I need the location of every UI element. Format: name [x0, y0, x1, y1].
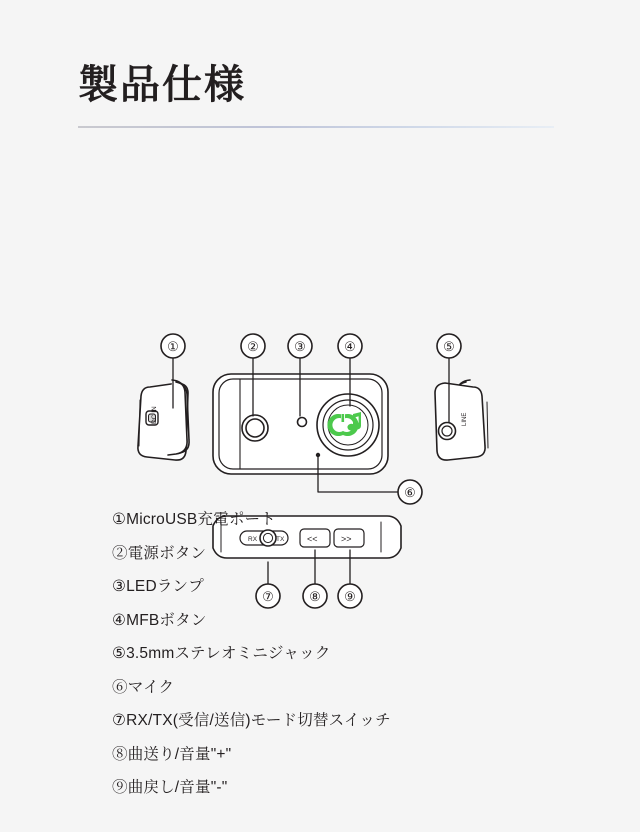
- device-left-side-view: [138, 380, 189, 460]
- callout-6: [398, 480, 422, 504]
- label-next-button: >>: [341, 534, 352, 544]
- svg-text:⑦: ⑦: [262, 589, 274, 604]
- page-title: 製品仕様: [78, 63, 246, 107]
- list-item: ①MicroUSB充電ポート: [112, 511, 276, 528]
- spec-list: [112, 512, 572, 814]
- list-item: ⑨曲戻し/音量"-": [112, 779, 228, 796]
- label-tx: TX: [276, 536, 285, 543]
- label-line-out: LINE: [462, 412, 468, 426]
- svg-text:⑤: ⑤: [443, 339, 455, 354]
- label-rx: RX: [248, 536, 258, 543]
- callout-5: [437, 334, 461, 358]
- list-item: ⑧曲送り/音量"+": [112, 745, 232, 763]
- label-dc-in: DC IN: [151, 406, 158, 424]
- list-item: ②電源ボタン: [112, 544, 207, 562]
- svg-text:⑨: ⑨: [344, 589, 356, 604]
- svg-text:⑧: ⑧: [309, 589, 321, 604]
- svg-text:①: ①: [167, 339, 179, 354]
- title-divider: [78, 126, 554, 128]
- list-item: ⑤3.5mmステレオミニジャック: [112, 645, 331, 662]
- callout-1: [161, 334, 185, 358]
- list-item: ③LEDランプ: [112, 578, 204, 595]
- svg-text:④: ④: [344, 339, 356, 354]
- label-prev-button: <<: [307, 534, 318, 544]
- svg-text:②: ②: [247, 339, 259, 354]
- list-item: ④MFBボタン: [112, 611, 207, 629]
- callout-3: [288, 334, 312, 358]
- list-item: ⑦RX/TX(受信/送信)モード切替スイッチ: [112, 712, 391, 729]
- callout-2: [241, 334, 265, 358]
- svg-text:⑥: ⑥: [404, 485, 416, 500]
- svg-text:③: ③: [294, 339, 306, 354]
- callout-4: [338, 334, 362, 358]
- page-title-block: [78, 62, 558, 128]
- list-item: ⑥マイク: [112, 678, 175, 696]
